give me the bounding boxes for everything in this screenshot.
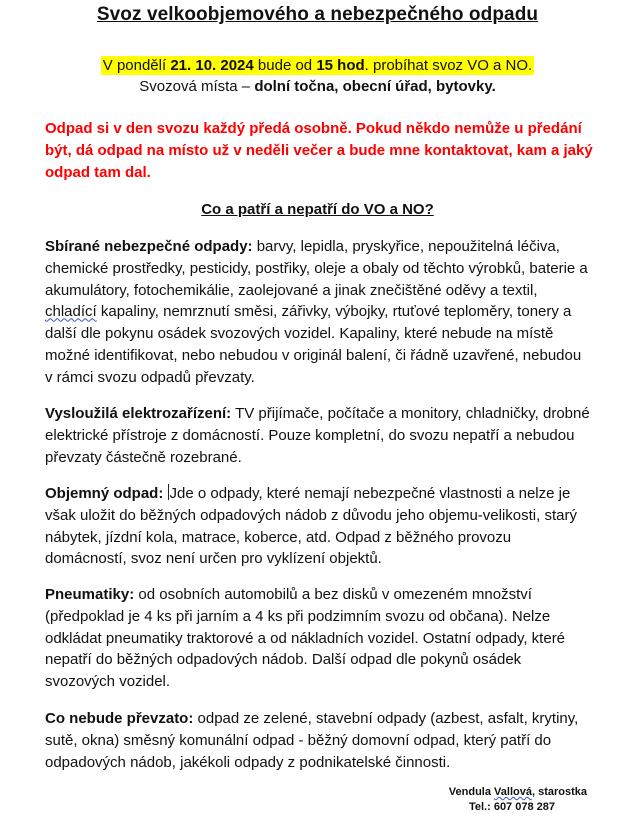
collection-places <box>0 78 635 95</box>
section-hazardous <box>45 236 590 389</box>
hazardous-label: Sbírané nebezpečné odpady: <box>45 238 253 255</box>
text-cursor <box>168 484 169 500</box>
signature-name-a: Vendula <box>448 786 495 798</box>
warning-notice: Odpad si v den svozu každý předá osobně. Pokud někdo nemůže u předání být, dá odpad na místo už v neděli večer a bude mne kontaktovat, kam a jaký odpad tam dal. <box>45 120 593 181</box>
document-title: Svoz velkoobjemového a nebezpečného odpadu <box>96 4 539 25</box>
announcement-line <box>0 55 635 77</box>
section-tires <box>45 584 590 693</box>
section-subheading: Co a patří a nepatří do VO a NO? <box>201 201 434 218</box>
announcement-part2: bude od <box>253 57 317 74</box>
section-bulky <box>45 483 590 570</box>
signature-role: , starostka <box>531 786 587 798</box>
rejected-label: Co nebude převzato: <box>45 710 194 727</box>
announcement-highlight <box>101 56 534 75</box>
hazardous-spellcheck-word: chladící <box>45 303 97 321</box>
announcement-part1: V pondělí <box>102 57 171 74</box>
signature-phone: Tel.: 607 078 287 <box>468 801 555 813</box>
section-electro <box>45 403 590 468</box>
tires-text: od osobních automobilů a bez disků v omezeném množství (předpoklad je 4 ks při jarním a 4 ks při podzimním svozu od občana). Nelze odkládat pneumatiky traktorové a od nákladních vozidel. Ostatní odpady, které nepatří do běžných odpadových nádob. Další odpad dle pokynů osádek svozových vozidel. <box>45 586 566 691</box>
signature-name <box>449 785 587 800</box>
announcement-date: 21. 10. 2024 <box>170 57 254 74</box>
electro-text: TV přijímače, počítače a monitory, chladničky, drobné elektrické přístroje z domácností. Pouze kompletní, do svozu nepatří a nebudou převzaty částečně rozebrané. <box>45 405 590 466</box>
signature-surname: Vallová <box>494 786 532 798</box>
electro-label: Vysloužilá elektrozařízení: <box>45 405 232 422</box>
places-label: Svozová místa – <box>139 78 255 95</box>
announcement-part3: . probíhat svoz VO a NO. <box>364 57 533 74</box>
places-value: dolní točna, obecní úřad, bytovky. <box>254 78 496 95</box>
signature-block <box>449 785 587 815</box>
hazardous-text-a: barvy, lepidla, pryskyřice, nepoužitelná léčiva, chemické prostředky, pesticidy, postřiky, oleje a obaly od těchto výrobků, baterie a akumulátory, fotochemikálie, zaolejované a jinak znečištěné oděvy a textil, <box>45 238 588 299</box>
hazardous-text-b: kapaliny, nemrznutí směsi, zářivky, výbojky, rtuťové teploměry, tonery a další dle pokynu osádek svozových vozidel. Kapaliny, které nebude na místě možné identifikovat, nebo nebudou v originál balení, či řádně uzavřené, nebudou v rámci svozu odpadů převzaty. <box>45 303 582 386</box>
section-rejected <box>45 708 590 773</box>
rejected-text: odpad ze zelené, stavební odpady (azbest, asfalt, krytiny, sutě, okna) směsný komunální odpad - běžný domovní odpad, který patří do odpadových nádob, jakékoli odpady z podnikatelské činnosti. <box>45 710 579 771</box>
announcement-time: 15 hod <box>316 57 365 74</box>
bulky-text: Jde o odpady, které nemají nebezpečné vlastnosti a nelze je však uložit do běžných odpadových nádob z důvodu jeho objemu-velikosti, starý nábytek, jízdní kola, matrace, koberce, atd. Odpad z běžného provozu domácností, svoz není určen pro vyklízení objektů. <box>45 485 577 568</box>
tires-label: Pneumatiky: <box>45 586 135 603</box>
bulky-label: Objemný odpad: <box>45 485 164 502</box>
